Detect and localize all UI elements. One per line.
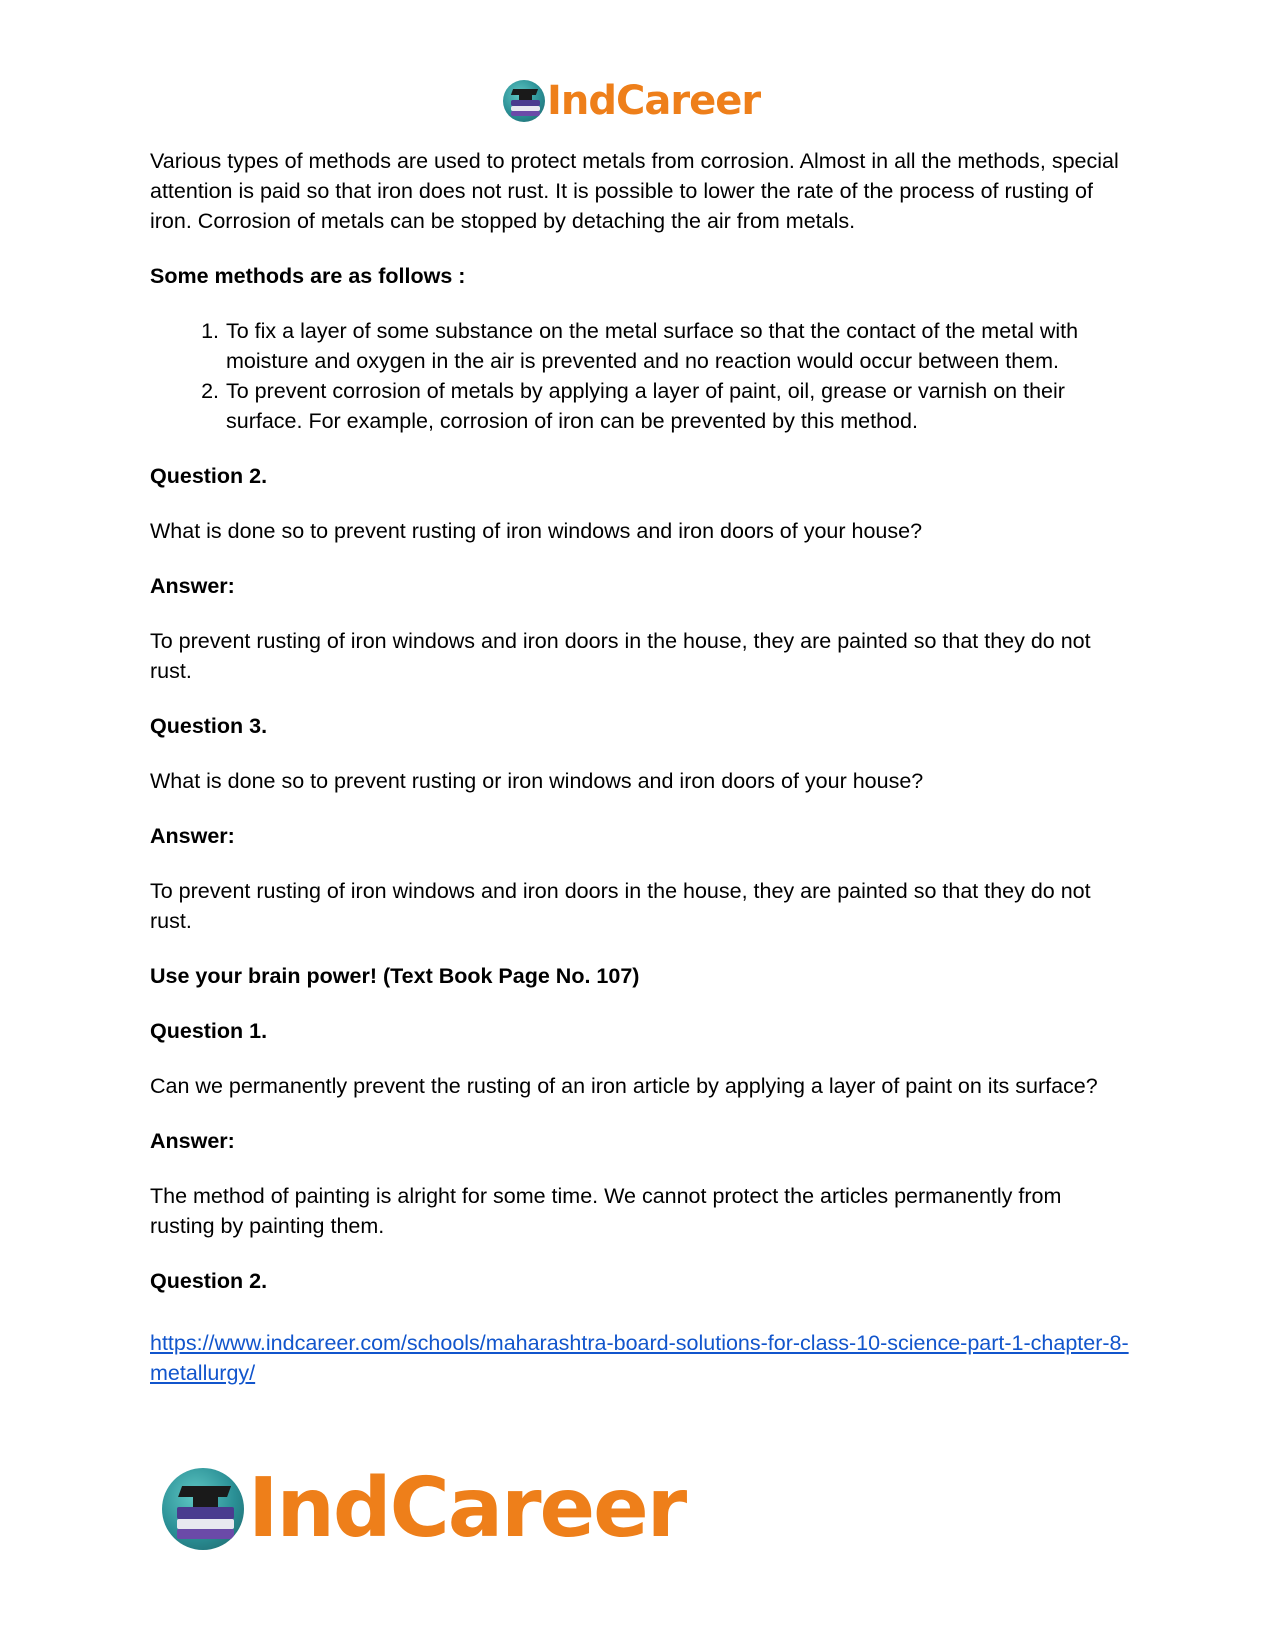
brand-name: IndCareer — [547, 78, 761, 124]
list-item: 2. To prevent corrosion of metals by applying a layer of paint, oil, grease or varnish on their surface. For example, corrosion of iron can be prevented by this method. — [225, 376, 1130, 436]
question-heading: Question 2. — [150, 1269, 268, 1293]
answer-label: Answer: — [150, 1129, 235, 1153]
graduation-cap-books-globe-icon — [503, 80, 545, 122]
answer-text: To prevent rusting of iron windows and iron doors in the house, they are painted so that they do not rust. — [150, 629, 1091, 683]
answer-text: The method of painting is alright for some time. We cannot protect the articles permanently from rusting by painting them. — [150, 1184, 1062, 1238]
brand-name: IndCareer — [248, 1461, 686, 1556]
methods-list — [150, 316, 1130, 436]
intro-paragraph: Various types of methods are used to protect metals from corrosion. Almost in all the methods, special attention is paid so that iron does not rust. It is possible to lower the rate of the process of rusting of iron. Corrosion of metals can be stopped by detaching the air from metals. — [150, 149, 1119, 233]
question-text: What is done so to prevent rusting of iron windows and iron doors of your house? — [150, 519, 923, 543]
section-heading: Use your brain power! (Text Book Page No. 107) — [150, 964, 640, 988]
graduation-cap-books-globe-icon — [162, 1468, 244, 1550]
answer-text: To prevent rusting of iron windows and iron doors in the house, they are painted so that they do not rust. — [150, 879, 1091, 933]
answer-label: Answer: — [150, 574, 235, 598]
question-heading: Question 1. — [150, 1019, 268, 1043]
question-heading: Question 2. — [150, 464, 268, 488]
main-content — [150, 146, 1130, 1413]
header-logo — [503, 80, 760, 122]
question-heading: Question 3. — [150, 714, 268, 738]
question-text: What is done so to prevent rusting or iron windows and iron doors of your house? — [150, 769, 924, 793]
answer-label: Answer: — [150, 824, 235, 848]
methods-heading: Some methods are as follows : — [150, 264, 466, 288]
source-link-paragraph — [150, 1328, 1130, 1388]
source-link[interactable]: https://www.indcareer.com/schools/maharashtra-board-solutions-for-class-10-science-part-1-chapter-8-metallurgy/ — [150, 1331, 1129, 1385]
list-item: 1. To fix a layer of some substance on the metal surface so that the contact of the metal with moisture and oxygen in the air is prevented and no reaction would occur between them. — [225, 316, 1130, 376]
question-text: Can we permanently prevent the rusting of an iron article by applying a layer of paint on its surface? — [150, 1074, 1098, 1098]
footer-logo — [162, 1461, 686, 1556]
